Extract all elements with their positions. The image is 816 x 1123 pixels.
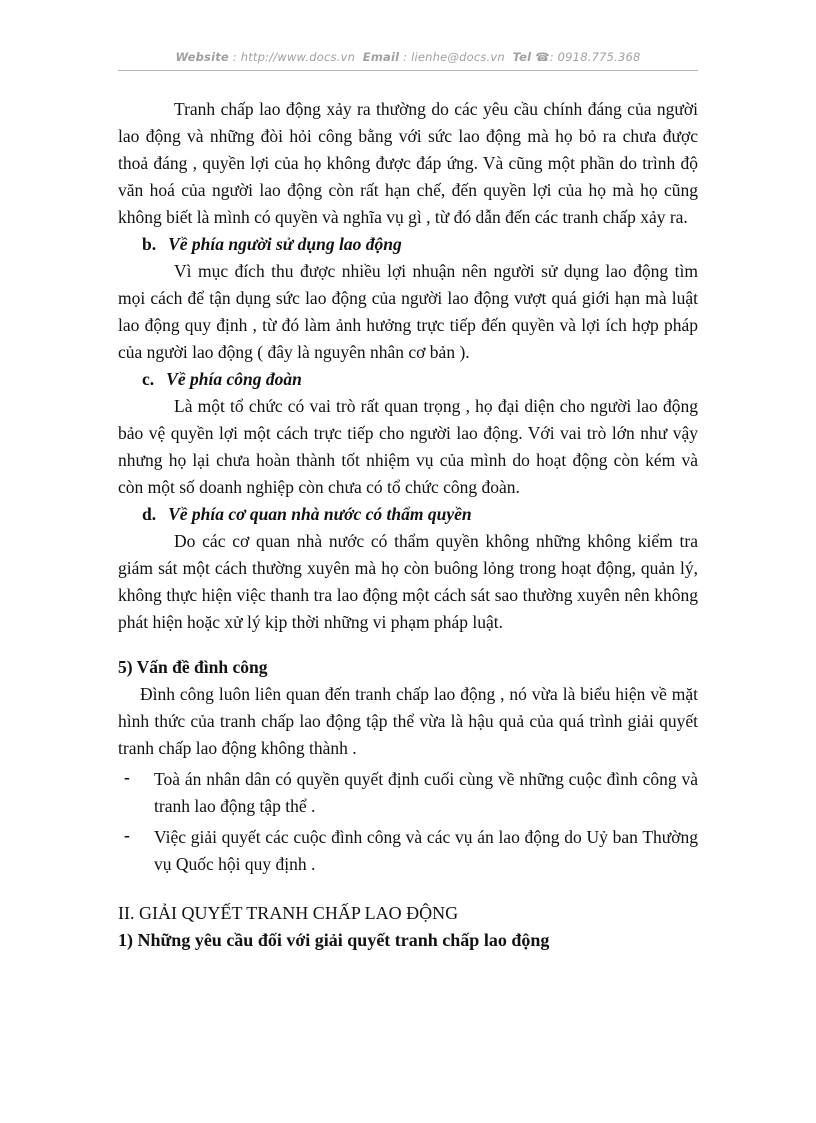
tel-label: Tel — [512, 50, 532, 64]
page-header — [118, 50, 698, 64]
chapter-heading: II. GIẢI QUYẾT TRANH CHẤP LAO ĐỘNG — [118, 903, 459, 923]
subheading-letter: c. — [142, 369, 155, 389]
section-heading-strike: 5) Vấn đề đình công — [118, 657, 268, 677]
subheading-letter: d. — [142, 504, 157, 524]
website-label: Website — [175, 50, 229, 64]
document-body — [118, 96, 698, 954]
spacer — [118, 636, 698, 654]
paragraph-strike: Đình công luôn liên quan đến tranh chấp lao động , nó vừa là biểu hiện về mặt hình thức của tranh chấp lao động tập thể vừa là hậu quả của quá trình giải quyết tranh chấp lao động không thành . — [118, 684, 698, 758]
bullet-dash: - — [124, 767, 130, 787]
email-label: Email — [362, 50, 400, 64]
header-divider — [118, 70, 698, 71]
subheading-state-agency — [118, 501, 698, 528]
subsection-heading: 1) Những yêu cầu đối với giải quyết tranh chấp lao động — [118, 930, 550, 950]
list-item-text: Việc giải quyết các cuộc đình công và các vụ án lao động do Uỷ ban Thường vụ Quốc hội quy định . — [154, 827, 698, 874]
subheading-text: Về phía cơ quan nhà nước có thẩm quyền — [168, 504, 472, 524]
email-value[interactable]: : lienhe@docs.vn — [403, 50, 505, 64]
phone-icon: ☎ — [535, 50, 550, 64]
subheading-text: Về phía công đoàn — [166, 369, 302, 389]
list-item — [118, 766, 698, 820]
subheading-letter: b. — [142, 234, 157, 254]
list-item — [118, 824, 698, 878]
subheading-text: Về phía người sử dụng lao động — [168, 234, 402, 254]
subheading-employer — [118, 231, 698, 258]
paragraph-state-agency: Do các cơ quan nhà nước có thẩm quyền không những không kiểm tra giám sát một cách thường xuyên mà họ còn buông lỏng trong hoạt động, quản lý, không thực hiện việc thanh tra lao động một cách sát sao thường xuyên nên không phát hiện hoặc xử lý kịp thời những vi phạm pháp luật. — [118, 531, 698, 632]
subheading-union — [118, 366, 698, 393]
spacer — [118, 878, 698, 900]
paragraph-causes-intro: Tranh chấp lao động xảy ra thường do các yêu cầu chính đáng của người lao động và những đòi hỏi công bằng với sức lao động mà họ bỏ ra chưa được thoả đáng , quyền lợi của họ không được đáp ứng. Và cũng một phần do trình độ văn hoá của người lao động còn rất hạn chế, đến quyền lợi của họ mà họ cũng không biết là mình có quyền và nghĩa vụ gì , từ đó dẫn đến các tranh chấp xảy ra. — [118, 99, 698, 227]
website-value[interactable]: : http://www.docs.vn — [232, 50, 356, 64]
tel-value: : 0918.775.368 — [549, 50, 641, 64]
bullet-dash: - — [124, 825, 130, 845]
list-item-text: Toà án nhân dân có quyền quyết định cuối cùng về những cuộc đình công và tranh lao động tập thể . — [154, 769, 698, 816]
paragraph-employer: Vì mục đích thu được nhiều lợi nhuận nên người sử dụng lao động tìm mọi cách để tận dụng sức lao động của người lao động vượt quá giới hạn mà luật lao động quy định , từ đó làm ảnh hưởng trực tiếp đến quyền và lợi ích hợp pháp của người lao động ( đây là nguyên nhân cơ bản ). — [118, 261, 698, 362]
paragraph-union: Là một tổ chức có vai trò rất quan trọng , họ đại diện cho người lao động bảo vệ quyền lợi một cách trực tiếp cho người lao động. Với vai trò lớn như vậy nhưng họ lại chưa hoàn thành tốt nhiệm vụ của mình do hoạt động còn kém và còn một số doanh nghiệp còn chưa có tổ chức công đoàn. — [118, 396, 698, 497]
